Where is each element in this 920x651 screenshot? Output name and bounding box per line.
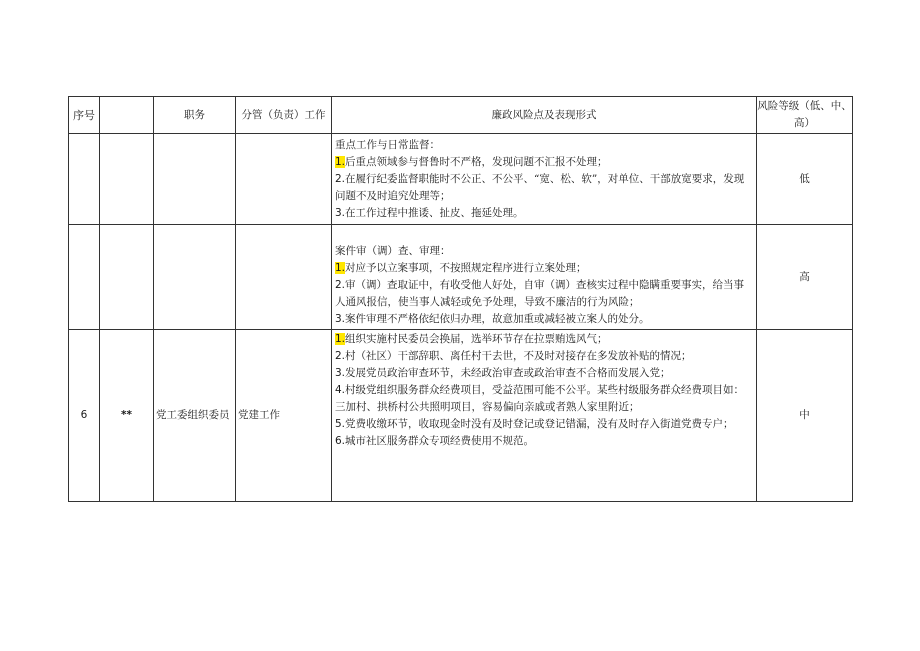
name-cell xyxy=(100,134,154,225)
item-text: 党费收缴环节，收取现金时没有及时登记或登记错漏，没有及时存入街道党费专户； xyxy=(345,418,734,430)
item-number: 2. xyxy=(335,350,346,362)
risk-item xyxy=(335,154,754,171)
duty-cell: 党工委组织委员 xyxy=(154,330,236,502)
risk-item xyxy=(335,382,754,416)
risk-cell xyxy=(332,134,757,225)
item-number: 3. xyxy=(335,367,346,379)
item-number: 1. xyxy=(335,156,346,168)
header-name xyxy=(100,97,154,134)
risk-item xyxy=(335,311,754,328)
item-text: 城市社区服务群众专项经费使用不规范。 xyxy=(345,435,535,447)
item-text: 组织实施村民委员会换届，选举环节存在拉票贿选风气； xyxy=(345,333,608,345)
item-number: 1. xyxy=(335,262,346,274)
item-text: 案件审理不严格依纪依归办理，故意加重或减轻被立案人的处分。 xyxy=(345,313,650,325)
item-number: 3. xyxy=(335,207,346,219)
risk-item xyxy=(335,365,754,382)
risk-item xyxy=(335,205,754,222)
item-number: 2. xyxy=(335,279,346,291)
risk-title: 重点工作与日常监督： xyxy=(335,139,440,151)
item-number: 6. xyxy=(335,435,346,447)
level-cell: 中 xyxy=(757,330,853,502)
name-cell xyxy=(100,225,154,330)
header-level: 风险等级（低、中、高） xyxy=(757,97,853,134)
risk-cell xyxy=(332,330,757,502)
name-cell: ** xyxy=(100,330,154,502)
risk-item xyxy=(335,348,754,365)
risk-table xyxy=(68,96,853,502)
header-work: 分管（负责）工作 xyxy=(236,97,332,134)
risk-item xyxy=(335,416,754,433)
work-cell xyxy=(236,134,332,225)
risk-item xyxy=(335,277,754,311)
risk-item xyxy=(335,260,754,277)
table-row xyxy=(69,330,853,502)
risk-cell xyxy=(332,225,757,330)
item-text: 在工作过程中推诿、扯皮、拖延处理。 xyxy=(345,207,524,219)
item-text: 对应予以立案事项，不按照规定程序进行立案处理； xyxy=(345,262,587,274)
risk-item xyxy=(335,331,754,348)
level-cell: 低 xyxy=(757,134,853,225)
risk-item xyxy=(335,433,754,450)
xh-cell: 6 xyxy=(69,330,100,502)
header-xh: 序号 xyxy=(69,97,100,134)
table-row xyxy=(69,134,853,225)
header-row xyxy=(69,97,853,134)
work-cell: 党建工作 xyxy=(236,330,332,502)
table-row xyxy=(69,225,853,330)
xh-cell xyxy=(69,134,100,225)
header-risk: 廉政风险点及表现形式 xyxy=(332,97,757,134)
item-number: 2. xyxy=(335,173,346,185)
risk-title: 案件审（调）查、审理： xyxy=(335,245,451,257)
item-text: 村（社区）干部辞职、离任村干去世，不及时对接存在多发放补贴的情况； xyxy=(345,350,692,362)
item-text: 后重点领域参与督鲁时不严格，发现问题不汇报不处理； xyxy=(345,156,608,168)
xh-cell xyxy=(69,225,100,330)
item-number: 3. xyxy=(335,313,346,325)
risk-item xyxy=(335,171,754,205)
item-text: 审（调）查取证中，有收受他人好处，自审（调）查核实过程中隐瞒重要事实，给当事人通风报信，使当事人减轻或免予处理，导致不廉洁的行为风险； xyxy=(335,279,745,308)
item-text: 发展党员政治审查环节，未经政治审查或政治审查不合格而发展入党； xyxy=(345,367,671,379)
duty-cell xyxy=(154,134,236,225)
item-text: 在履行纪委监督职能时不公正、不公平、“宽、松、软”，对单位、干部放宽要求，发现问题不及时追究处理等； xyxy=(335,173,745,202)
item-text: 村级党组织服务群众经费项目，受益范围可能不公平。某些村级服务群众经费项目如：三加村、拱桥村公共照明项目，容易偏向亲戚或者熟人家里附近； xyxy=(335,384,745,413)
level-cell: 高 xyxy=(757,225,853,330)
item-number: 5. xyxy=(335,418,346,430)
item-number: 1. xyxy=(335,333,346,345)
work-cell xyxy=(236,225,332,330)
duty-cell xyxy=(154,225,236,330)
header-duty: 职务 xyxy=(154,97,236,134)
item-number: 4. xyxy=(335,384,346,396)
